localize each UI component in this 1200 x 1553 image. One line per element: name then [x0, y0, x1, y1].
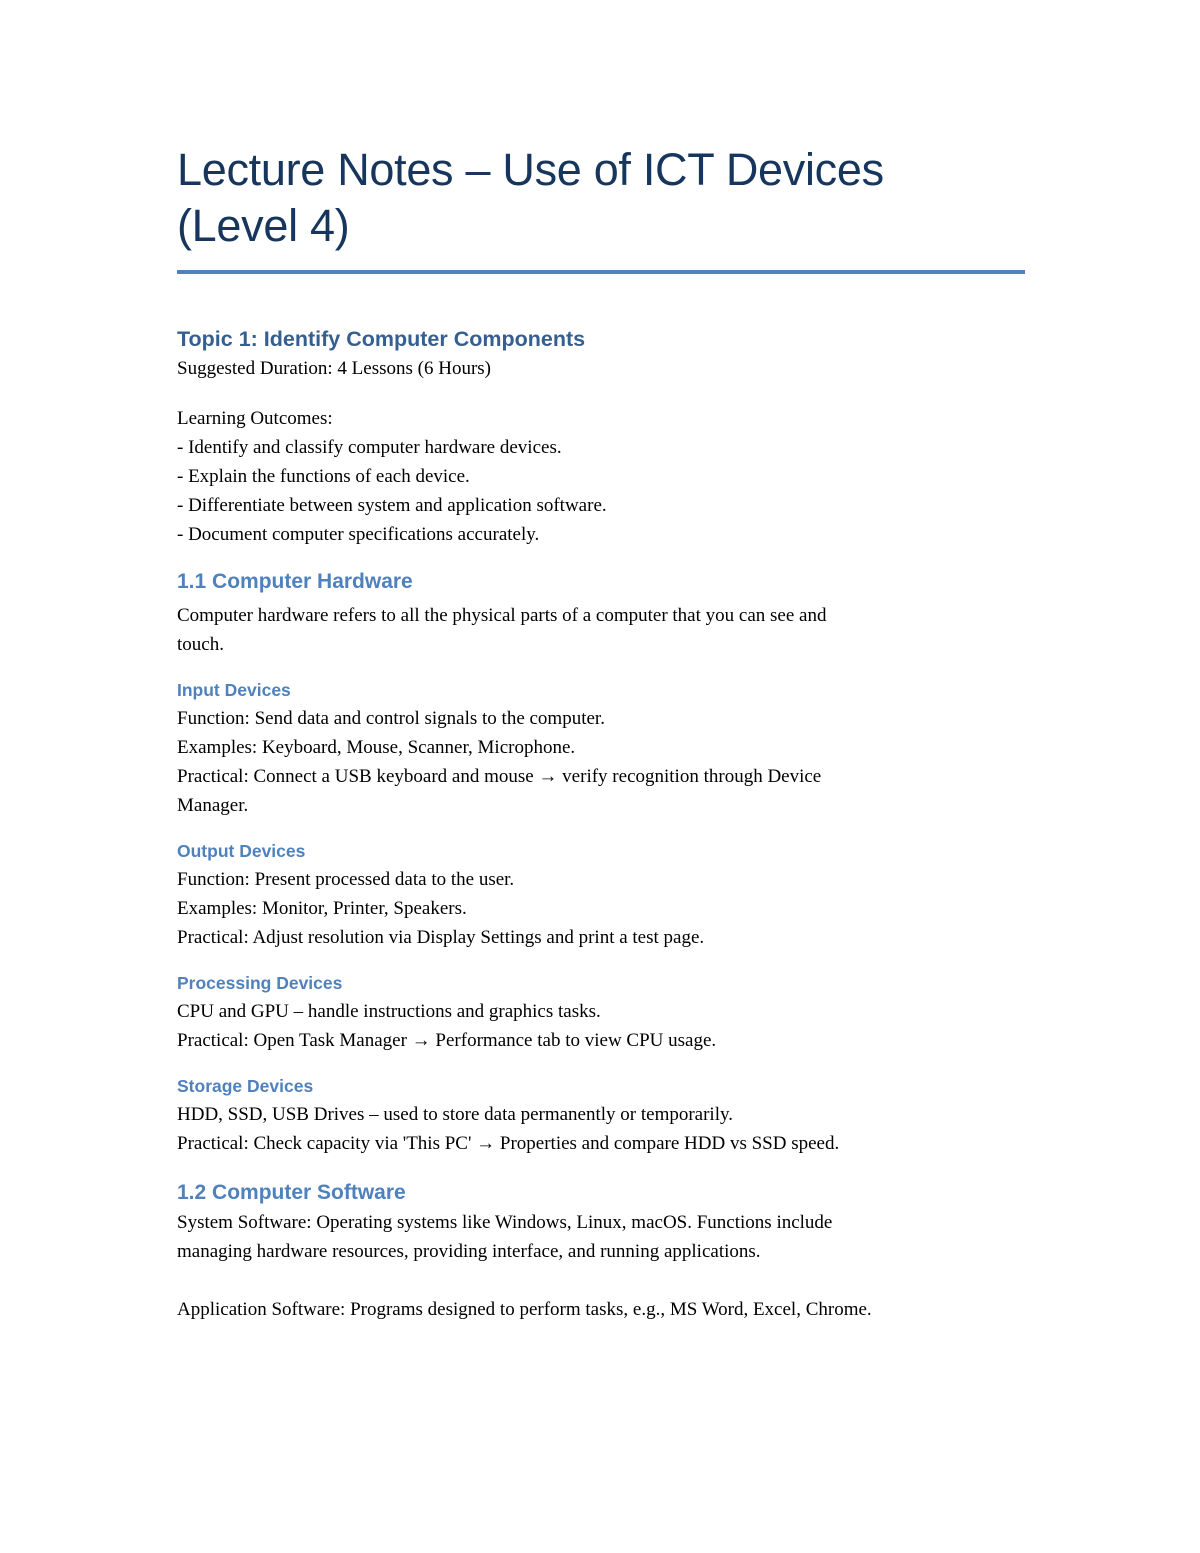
- duration-text: Suggested Duration: 4 Lessons (6 Hours): [177, 358, 491, 379]
- hardware-intro-line-1: Computer hardware refers to all the physical parts of a computer that you can see and: [177, 605, 827, 626]
- output-line: Examples: Monitor, Printer, Speakers.: [177, 898, 467, 919]
- output-line: Function: Present processed data to the user.: [177, 869, 515, 890]
- topic-heading: Topic 1: Identify Computer Components: [177, 327, 586, 351]
- input-devices-heading: Input Devices: [177, 680, 291, 700]
- system-software-line-1: System Software: Operating systems like Windows, Linux, macOS. Functions include: [177, 1212, 833, 1233]
- input-line: Manager.: [177, 795, 249, 816]
- output-line: Practical: Adjust resolution via Display Settings and print a test page.: [177, 927, 705, 948]
- input-line: Practical: Connect a USB keyboard and mouse → verify recognition through Device: [177, 766, 822, 787]
- learning-outcomes: [177, 404, 1025, 549]
- outcome-item: - Identify and classify computer hardware devices.: [177, 437, 562, 458]
- system-software-line-2: managing hardware resources, providing interface, and running applications.: [177, 1241, 761, 1262]
- storage-devices-heading: Storage Devices: [177, 1076, 314, 1096]
- application-software-text: Application Software: Programs designed to perform tasks, e.g., MS Word, Excel, Chrome.: [177, 1299, 872, 1320]
- processing-devices-heading: Processing Devices: [177, 973, 343, 993]
- storage-line: Practical: Check capacity via 'This PC' → Properties and compare HDD vs SSD speed.: [177, 1133, 840, 1154]
- output-devices-section: [177, 865, 1025, 952]
- input-devices-section: [177, 704, 1025, 820]
- title-line-1: Lecture Notes – Use of ICT Devices: [177, 144, 884, 195]
- output-devices-heading: Output Devices: [177, 841, 306, 861]
- document-body: [177, 142, 1025, 1324]
- input-line: Examples: Keyboard, Mouse, Scanner, Microphone.: [177, 737, 576, 758]
- outcome-item: - Explain the functions of each device.: [177, 466, 470, 487]
- processing-devices-section: [177, 997, 1025, 1055]
- outcomes-label: Learning Outcomes:: [177, 408, 333, 429]
- storage-devices-section: [177, 1100, 1025, 1158]
- outcome-item: - Differentiate between system and application software.: [177, 495, 607, 516]
- outcome-item: - Document computer specifications accurately.: [177, 524, 540, 545]
- software-section: [177, 1208, 1025, 1324]
- spacer: [177, 383, 1025, 404]
- hardware-heading: 1.1 Computer Hardware: [177, 570, 413, 593]
- document-title: [177, 142, 1025, 254]
- processing-line: CPU and GPU – handle instructions and graphics tasks.: [177, 1001, 601, 1022]
- title-underline: [177, 270, 1025, 274]
- software-heading: 1.2 Computer Software: [177, 1181, 406, 1204]
- hardware-intro-line-2: touch.: [177, 634, 224, 655]
- title-line-2: (Level 4): [177, 200, 350, 251]
- processing-line: Practical: Open Task Manager → Performance tab to view CPU usage.: [177, 1030, 717, 1051]
- storage-line: HDD, SSD, USB Drives – used to store data permanently or temporarily.: [177, 1104, 734, 1125]
- input-line: Function: Send data and control signals to the computer.: [177, 708, 605, 729]
